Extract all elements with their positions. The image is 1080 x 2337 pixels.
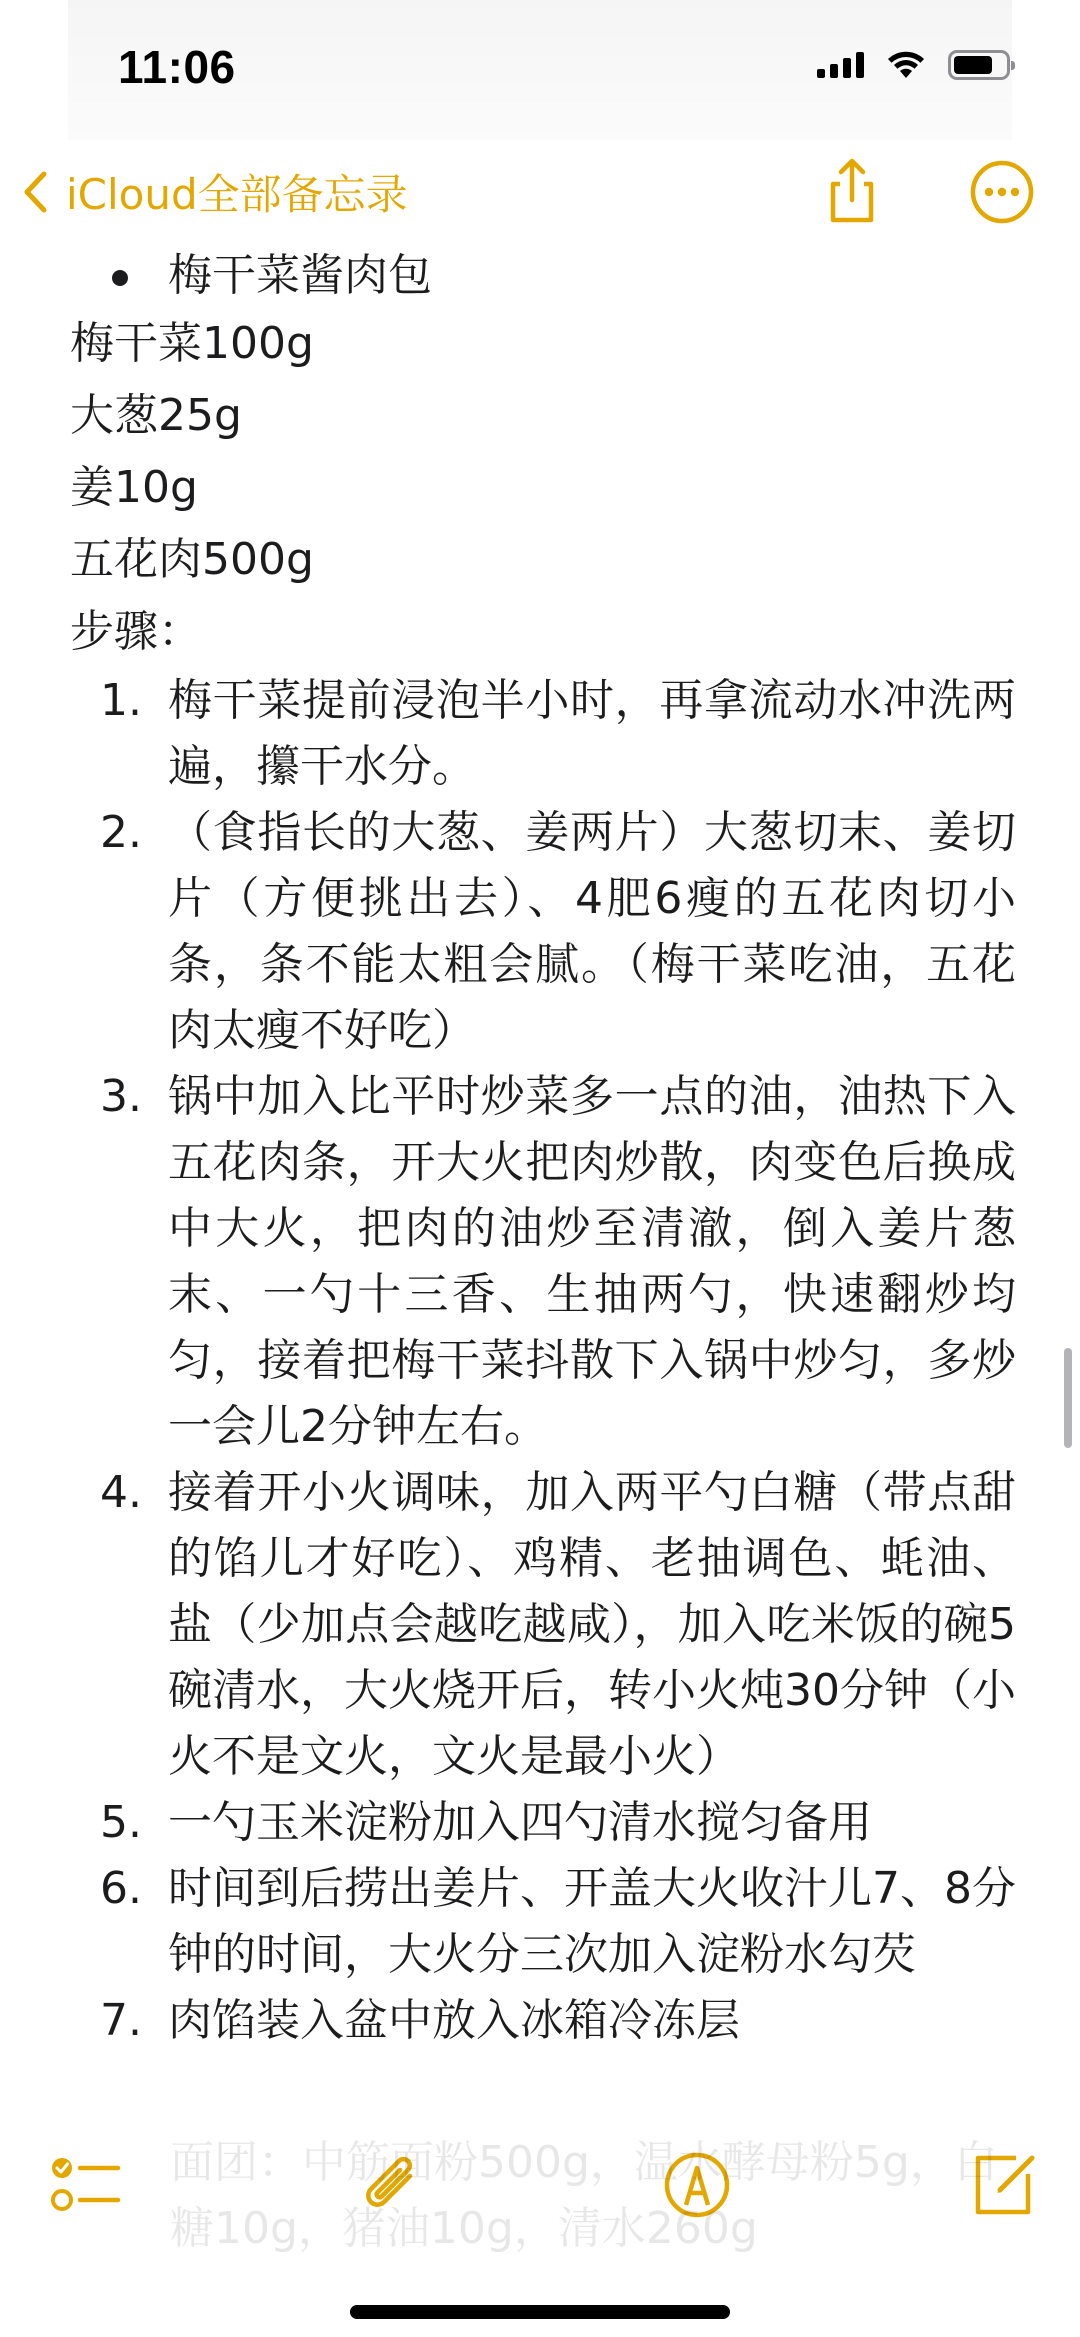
step-item [70, 800, 1020, 1064]
step-number: 1. [100, 675, 142, 726]
step-number: 4. [100, 1467, 142, 1518]
note-body[interactable] [70, 244, 1020, 2094]
step-number: 6. [100, 1863, 142, 1914]
numbered-steps-list [70, 668, 1020, 2054]
step-number: 5. [100, 1797, 142, 1848]
step-item [70, 1460, 1020, 1790]
steps-heading: 步骤： [70, 606, 202, 657]
nav-bar [0, 150, 1080, 234]
step-text: 梅干菜提前浸泡半小时，再拿流动水冲洗两遍，攥干水分。 [168, 675, 1016, 792]
checklist-icon[interactable] [48, 2148, 122, 2222]
step-text: 接着开小火调味，加入两平勺白糖（带点甜的馅儿才好吃）、鸡精、老抽调色、蚝油、盐（少加点会越吃越咸），加入吃米饭的碗5碗清水，大火烧开后，转小火炖30分钟（小火不是文火，文火是最小火） [168, 1467, 1016, 1782]
step-number: 2. [100, 807, 142, 858]
step-item [70, 1790, 1020, 1856]
scroll-indicator[interactable] [1064, 1348, 1072, 1448]
bullet-dot [112, 270, 128, 286]
battery-icon [948, 50, 1010, 80]
chevron-left-icon [22, 170, 48, 214]
more-options-icon[interactable] [966, 156, 1038, 228]
step-text: 锅中加入比平时炒菜多一点的油，油热下入五花肉条，开大火把肉炒散，肉变色后换成中大火，把肉的油炒至清澈，倒入姜片葱末、一勺十三香、生抽两勺，快速翻炒均匀，接着把梅干菜抖散下入锅中炒匀，多炒一会儿2分钟左右。 [168, 1071, 1016, 1452]
bullet-item-text: 梅干菜酱肉包 [168, 250, 432, 301]
step-item [70, 1856, 1020, 1988]
step-text: 肉馅装入盆中放入冰箱冷冻层 [168, 1995, 740, 2046]
step-item [70, 1988, 1020, 2054]
step-number: 3. [100, 1071, 142, 1122]
bullet-list-item [70, 244, 1020, 308]
ingredient-line: 梅干菜100g [70, 318, 314, 369]
battery-fill [954, 56, 992, 74]
ingredient-line: 大葱25g [70, 390, 242, 441]
step-text: 时间到后捞出姜片、开盖大火收汁儿7、8分钟的时间，大火分三次加入淀粉水勾芡 [168, 1863, 1016, 1980]
step-item [70, 1064, 1020, 1460]
step-number: 7. [100, 1995, 142, 2046]
ingredient-line: 五花肉500g [70, 534, 314, 585]
share-icon[interactable] [816, 156, 888, 228]
step-item [70, 668, 1020, 800]
back-button[interactable] [22, 160, 408, 224]
cellular-signal-icon [817, 52, 864, 78]
back-label: iCloud全部备忘录 [66, 170, 408, 219]
ingredient-line: 姜10g [70, 462, 198, 513]
wifi-icon [886, 50, 926, 80]
battery-cap [1011, 61, 1015, 70]
obscured-note-text: 面团：中筋面粉500g，温水酵母粉5g，白糖10g，猪油10g，清水260g [170, 2137, 998, 2254]
home-indicator[interactable] [350, 2305, 730, 2319]
step-text: 一勺玉米淀粉加入四勺清水搅匀备用 [168, 1797, 872, 1848]
status-icons [817, 50, 1010, 80]
status-time: 11:06 [118, 41, 236, 93]
step-text: （食指长的大葱、姜两片）大葱切末、姜切片（方便挑出去）、4肥6瘦的五花肉切小条，条不能太粗会腻。（梅干菜吃油，五花肉太瘦不好吃） [168, 807, 1016, 1056]
